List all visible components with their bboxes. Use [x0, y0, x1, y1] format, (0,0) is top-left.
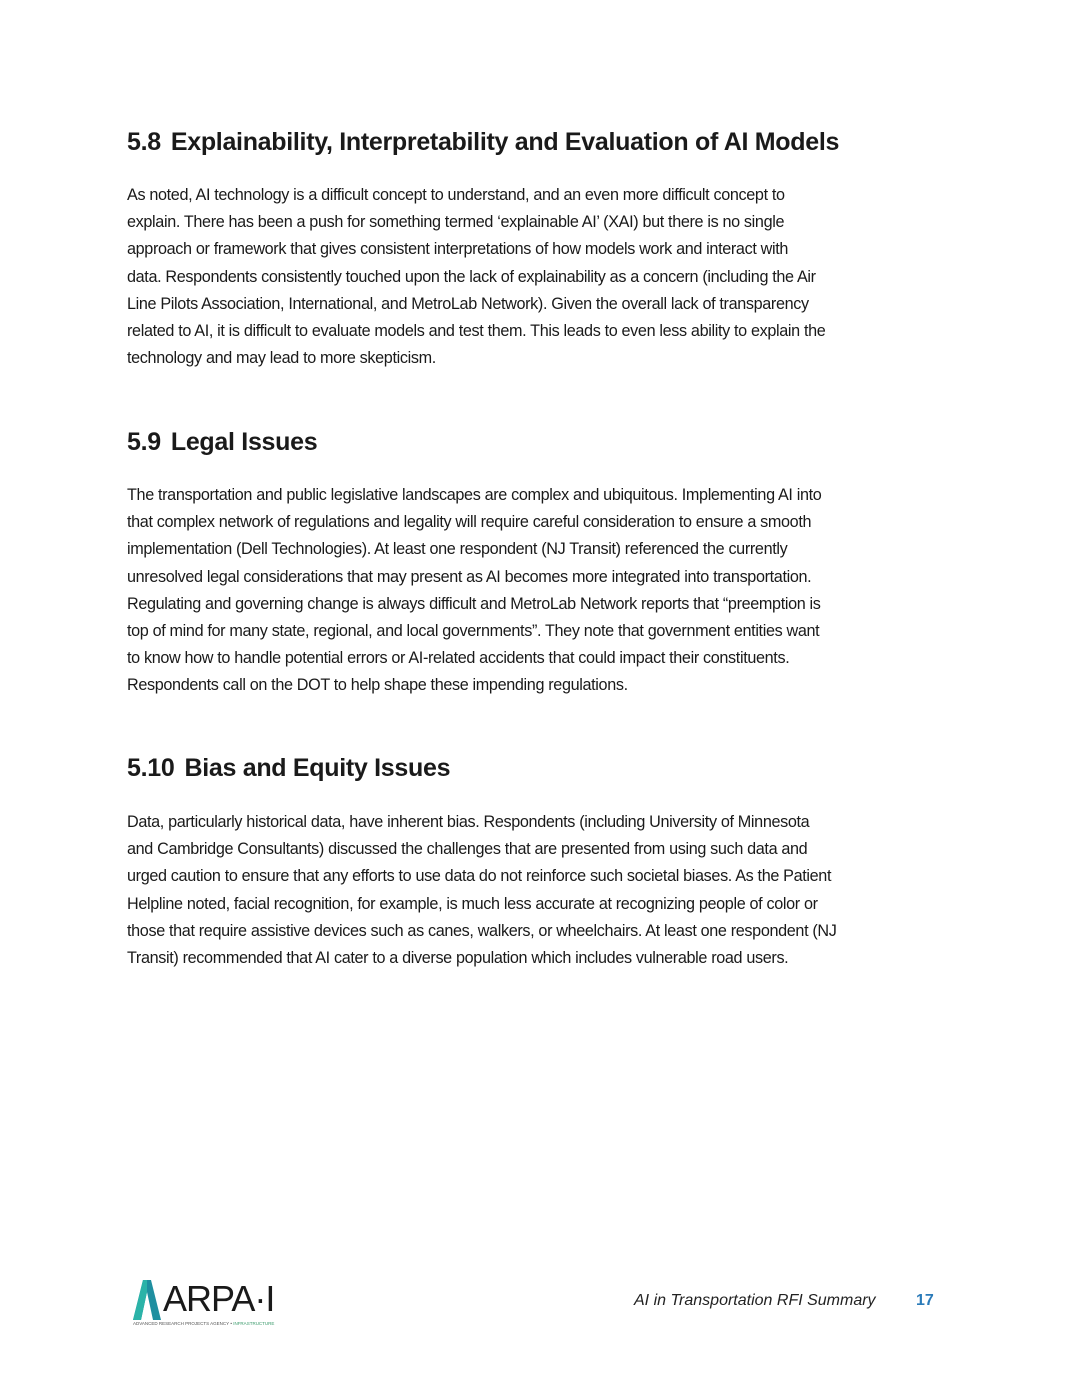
section-paragraph [127, 809, 837, 972]
section-heading [127, 428, 317, 457]
section-number: 5.10 [127, 754, 175, 782]
paragraph-line: data. Respondents consistently touched upon the lack of explainability as a concern (including the Air [127, 267, 816, 286]
logo-text: ARPA·I [163, 1278, 275, 1319]
paragraph-line: implementation (Dell Technologies). At least one respondent (NJ Transit) referenced the currently [127, 540, 788, 559]
paragraph-line: Data, particularly historical data, have inherent bias. Respondents (including University of Minnesota [127, 813, 810, 831]
footer-title: AI in Transportation RFI Summary [634, 1292, 876, 1309]
paragraph-line: Line Pilots Association, International, and MetroLab Network). Given the overall lack of transparency [127, 294, 809, 313]
section-title: Bias and Equity Issues [184, 754, 451, 782]
section-number: 5.8 [127, 128, 161, 156]
paragraph-line: Regulating and governing change is always difficult and MetroLab Network reports that “preemption is [127, 594, 821, 613]
paragraph-line: Transit) recommended that AI cater to a diverse population which includes vulnerable road users. [127, 949, 789, 968]
section-paragraph [127, 482, 821, 700]
paragraph-line: and Cambridge Consultants) discussed the challenges that are presented from using such data and [127, 840, 808, 859]
paragraph-line: unresolved legal considerations that may present as AI becomes more integrated into transportation. [127, 567, 812, 586]
paragraph-line: explain. There has been a push for something termed ‘explainable AI’ (XAI) but there is no single [127, 213, 785, 232]
arpa-i-logo [133, 1280, 293, 1330]
paragraph-line: urged caution to ensure that any efforts to use data do not reinforce such societal biases. As the Patient [127, 867, 832, 886]
section-number: 5.9 [127, 428, 161, 456]
section-heading [127, 754, 450, 783]
page-number: 17 [916, 1292, 934, 1309]
paragraph-line: related to AI, it is difficult to evaluate models and test them. This leads to even less ability to explain the [127, 322, 826, 341]
paragraph-line: top of mind for many state, regional, and local governments”. They note that government entities want [127, 622, 820, 641]
paragraph-line: Respondents call on the DOT to help shape these impending regulations. [127, 676, 628, 695]
section-title: Legal Issues [170, 428, 318, 456]
section-title: Explainability, Interpretability and Evaluation of AI Models [170, 128, 840, 156]
paragraph-line: that complex network of regulations and legality will require careful consideration to ensure a smooth [127, 513, 812, 532]
arpa-i-logo-icon [133, 1280, 161, 1320]
logo-subtitle: ADVANCED RESEARCH PROJECTS AGENCY • INFRASTRUCTURE [133, 1321, 275, 1326]
section-heading [127, 128, 839, 157]
paragraph-line: to know how to handle potential errors or AI-related accidents that could impact their constituents. [127, 649, 790, 668]
paragraph-line: As noted, AI technology is a difficult concept to understand, and an even more difficult concept to [127, 186, 785, 204]
paragraph-line: approach or framework that gives consistent interpretations of how models work and interact with [127, 240, 789, 259]
paragraph-line: Helpline noted, facial recognition, for example, is much less accurate at recognizing people of color or [127, 894, 818, 913]
paragraph-line: The transportation and public legislative landscapes are complex and ubiquitous. Implementing AI into [127, 486, 822, 504]
paragraph-line: those that require assistive devices such as canes, walkers, or wheelchairs. At least one respondent (NJ [127, 921, 837, 940]
section-paragraph [127, 182, 825, 372]
paragraph-line: technology and may lead to more skepticism. [127, 349, 436, 368]
